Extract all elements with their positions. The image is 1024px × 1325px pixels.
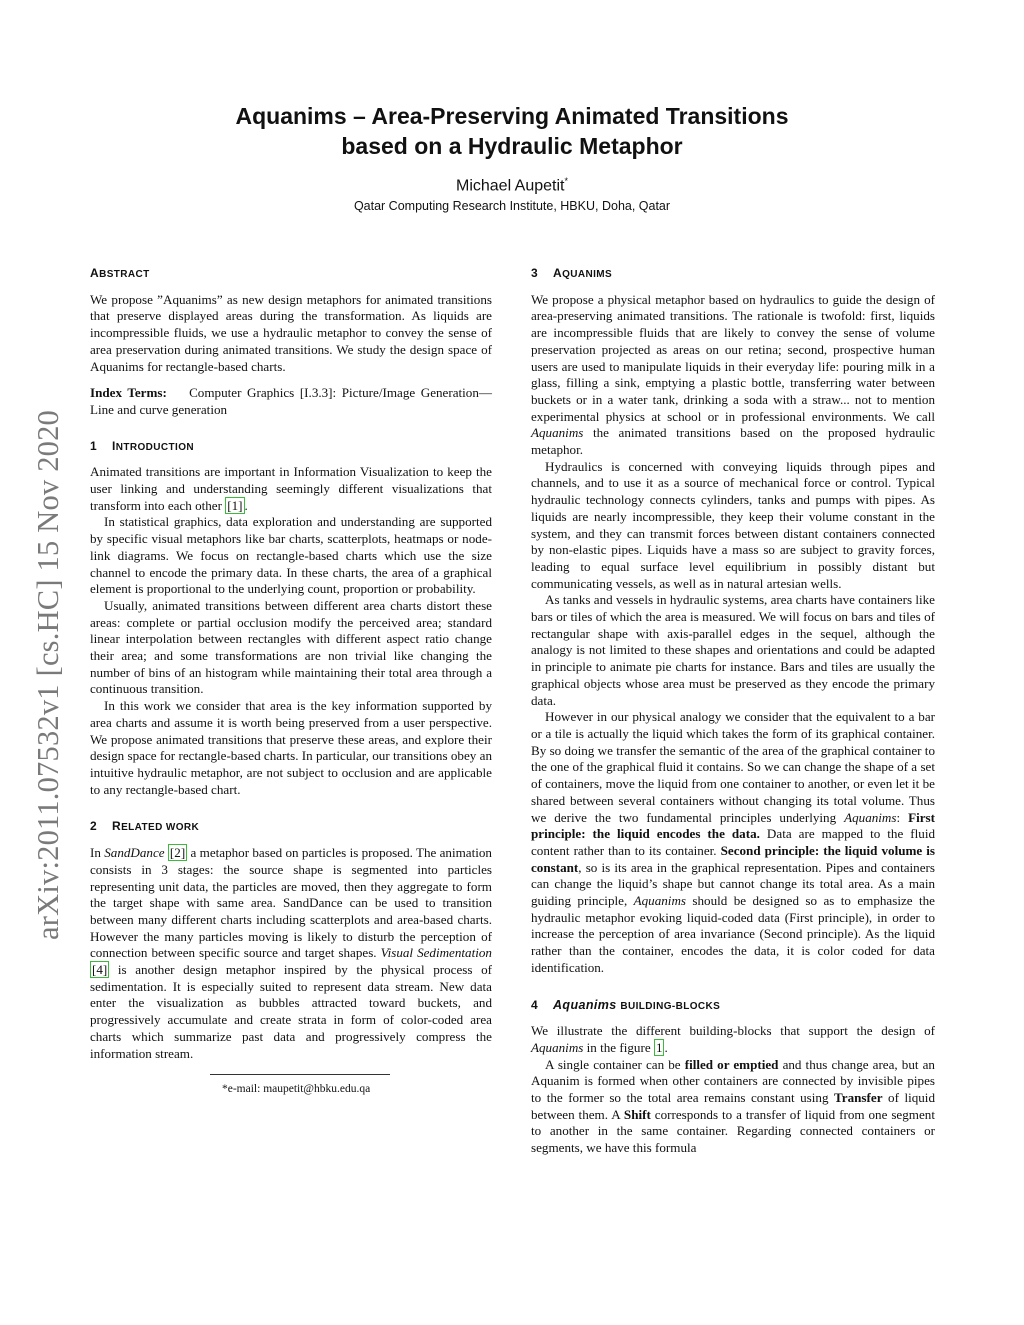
author-footnote-mark: *	[564, 176, 569, 186]
right-column	[531, 265, 935, 1157]
title-line-1: Aquanims – Area-Preserving Animated Transitions	[235, 103, 789, 129]
author-name	[0, 176, 1024, 195]
arxiv-identifier[interactable]: arXiv:2011.07532v1 [cs.HC] 15 Nov 2020	[31, 409, 65, 940]
building-blocks-heading: 4 Aquanims BUILDING-BLOCKS	[531, 997, 721, 1012]
building-paragraph-1: We illustrate the different building-blocks that support the design of Aquanims in the figure 1 .	[531, 1023, 935, 1055]
abstract-text: We propose ”Aquanims” as new design metaphors for animated transitions that preserve displayed areas during the transformation. As liquids are incompressible fluids, we use a hydraulic metaphor to convey the sense of area preservation during animated transitions. We study the design space of Aquanims for rectangle-based charts.	[90, 291, 492, 374]
footnote-email: *e-mail: maupetit@hbku.edu.qa	[222, 1083, 371, 1096]
index-terms-label: Index Terms:	[90, 385, 167, 401]
title-line-2: based on a Hydraulic Metaphor	[341, 133, 683, 159]
intro-paragraph-4: In this work we consider that area is the key information supported by area charts and assume it is worth being preserved from a user perspective. We propose animated transitions that preserve these areas, and explore their design space for rectangle-based charts. In particular, our transitions obey an intuitive hydraulic metaphor, are not subject to occlusion and are applicable to any rectangle-based chart.	[90, 698, 492, 797]
aquanims-heading: 3 AQUANIMS	[531, 266, 613, 280]
footnote-rule	[210, 1074, 390, 1075]
introduction-heading: 1 INTRODUCTION	[90, 438, 195, 453]
related-work-paragraph: In SandDance [2] a metaphor based on particles is proposed. The animation consists in 3 stages: the source shape is segmented into particles representing unit data, the particles are moved, then they aggregate to form the target shape with same area. SandDance can be used to transition between many different charts including scatterplots and area-based charts. However the many particles moving is likely to disturb the perception of connection between specific source and target shapes. Visual Sedimentation [4] is another design metaphor inspired by the physical process of sedimentation. It is especially suited to represent data stream. New data enter the visualization as bubbles attracted toward buckets, and progressively accumulate and create strata in form of color-coded area charts which summarize past data and progressively compress the information stream.	[90, 845, 492, 1061]
aquanims-paragraph-1: We propose a physical metaphor based on hydraulics to guide the design of area-preserving animated transitions. The rationale is twofold: first, liquids are incompressible fluids that are likely to convey the sense of volume preservation projected as areas on our retina; second, prospective human users are used to manipulate liquids in their everyday life: pouring milk in a glass, filling a sink, emptying a plastic bottle, transferring water between buckets or in a water tank, drinking a soda with a straw... not to mention experimental physics at school or in professional environments. We call Aquanims the animated transitions based on the proposed hydraulic metaphor.	[531, 291, 935, 458]
citation-link-1[interactable]: [1]	[227, 497, 243, 513]
affiliation: Qatar Computing Research Institute, HBKU, Doha, Qatar	[353, 199, 671, 213]
index-terms-text: Computer Graphics [I.3.3]: Picture/Image Generation—Line and curve generation	[90, 385, 492, 417]
index-terms	[90, 385, 492, 418]
aquanims-paragraph-3: As tanks and vessels in hydraulic systems, area charts have containers like bars or tiles of which the area is measured. We will focus on bars and tiles of rectangular shape with axis-parallel edges in the sequel, although the analogy is not limited to these shapes and orientations and could be adapted in principle to animate pie charts for instance. Bars and tiles are usually the graphical objects whose area must be preserved as they encode the primary data.	[531, 592, 935, 708]
citation-link-2[interactable]: [2]	[169, 845, 186, 861]
intro-paragraph-1: Animated transitions are important in Information Visualization to keep the user linking and understanding seemingly different visualizations that transform into each other [1] .	[90, 464, 492, 513]
related-work-heading: 2 RELATED WORK	[90, 819, 200, 834]
building-paragraph-2: A single container can be filled or emptied and thus change area, but an Aquanim is formed when other containers are connected by invisible pipes to the former so the total area remains constant using Transfer of liquid between them. A Shift corresponds to a transfer of liquid from one segment to another in the same container. Regarding connected containers or segments, we have this formula	[531, 1056, 935, 1156]
paper-title	[0, 101, 1024, 161]
author-name-text: Michael Aupetit	[455, 177, 565, 195]
intro-paragraph-2: In statistical graphics, data exploration and understanding are supported by specific visual metaphors like bar charts, scatterplots, heatmaps or node-link diagrams. We focus on rectangle-based charts which use the size channel to encode the primary data. In these charts, the area of a graphical element is proportional to the underlying count, proportion or probability.	[90, 514, 492, 597]
aquanims-paragraph-2: Hydraulics is concerned with conveying liquids through pipes and channels, and to use it as a source of mechanical force or control. Typical hydraulic technology connects cylinders, tanks and pumps with pipes. As liquids are nearly incompressible, they keep their volume constant in the system, and they can transmit forces between distant containers connected by non-elastic pipes. Liquids have a mass so are subject to gravity forces, leading to equal surface level equilibrium in possibly distant but communicating vessels, as well as in natural artesian wells.	[531, 458, 935, 591]
abstract-heading: ABSTRACT	[90, 266, 150, 280]
left-column	[90, 265, 492, 1098]
citation-link-4[interactable]: [4]	[92, 962, 108, 978]
aquanims-paragraph-4: However in our physical analogy we consider that the equivalent to a bar or a tile is actually the liquid which takes the form of its graphical container. By so doing we transfer the semantic of the area of the graphical container to the one of the graphical fluid it contains. So we can change the shape of a set of containers, move the liquid from one container to another, or even let it be shared between several containers without changing its total volume. Thus we derive the two fundamental principles underlying Aquanims: First principle: the liquid encodes the data. Data are mapped to the fluid content rather than to its container. Second principle: the liquid volume is constant, so is its area in the graphical representation. Pipes and containers can change the liquid’s shape but cannot change its total area. As a main guiding principle, Aquanims should be designed so as to emphasize the hydraulic metaphor evoking liquid-coded data (First principle), in order to increase the perception of area invariance (Second principle). As the liquid rather than the container, encodes the data, it is color coded for data identification.	[531, 709, 935, 975]
intro-paragraph-3: Usually, animated transitions between different area charts distort these areas: complete or partial occlusion modify the perceived area; standard linear interpolation between rectangles with different aspect ratio change their area; and some transformations are non trivial like changing the number of bins of an histogram while maintaining their total area through a continuous transition.	[90, 597, 492, 697]
figure-link-1[interactable]: 1	[655, 1039, 663, 1055]
